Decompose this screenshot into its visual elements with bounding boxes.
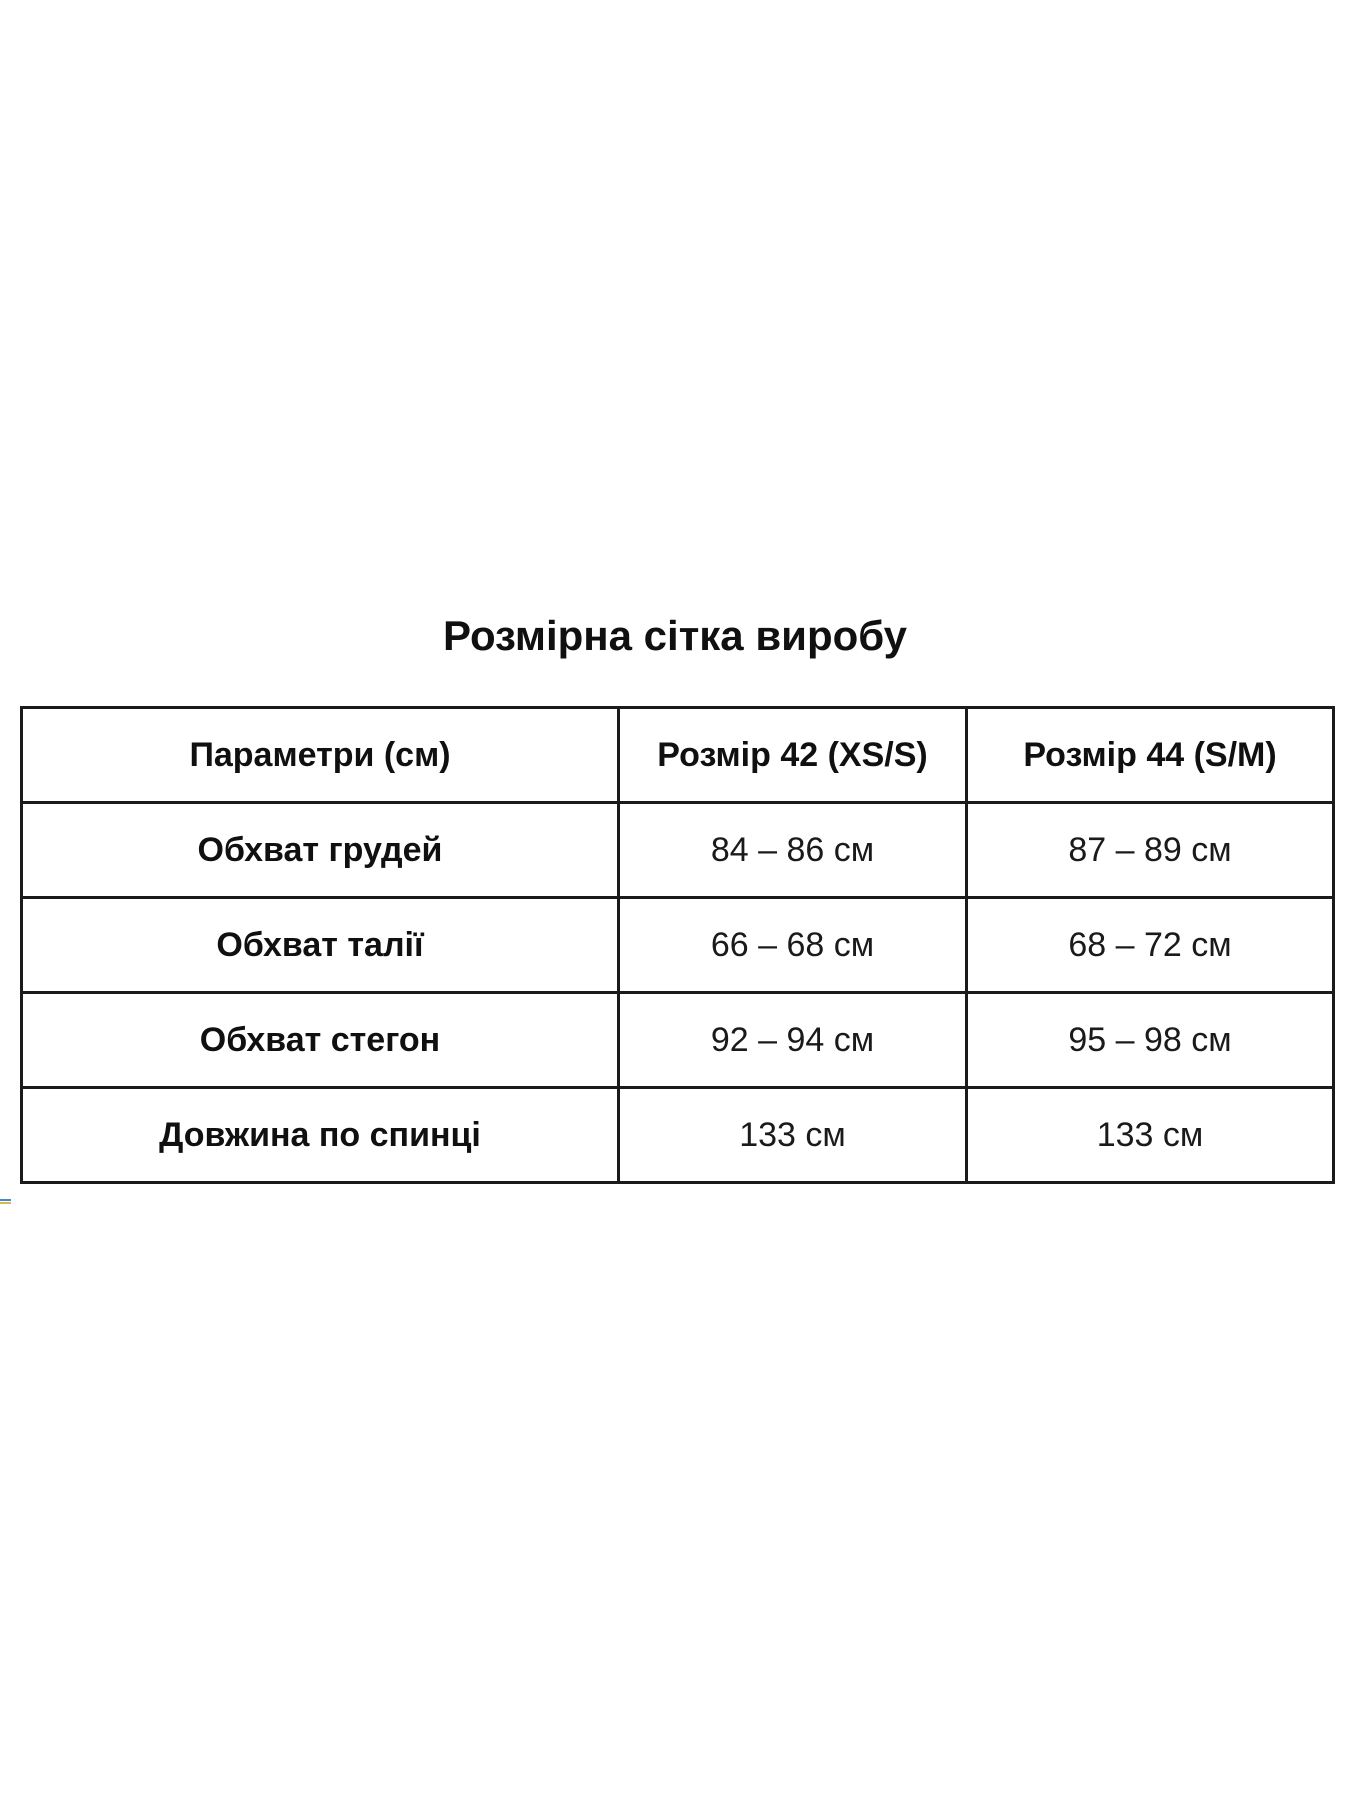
row-label-chest: Обхват грудей [22,803,619,898]
chest-size42-value: 84 – 86 см [619,803,967,898]
waist-size42-value: 66 – 68 см [619,898,967,993]
column-header-size-42: Розмір 42 (XS/S) [619,708,967,803]
clipped-dash-artifact [0,1199,11,1204]
table-row-waist [22,898,1334,993]
row-label-hips: Обхват стегон [22,993,619,1088]
chest-size44-value: 87 – 89 см [967,803,1334,898]
table-header-row [22,708,1334,803]
back-length-size44-value: 133 см [967,1088,1334,1183]
table-row-hips [22,993,1334,1088]
table-row-back-length [22,1088,1334,1183]
dash-artifact-blue-part [0,1199,11,1201]
table-row-chest [22,803,1334,898]
column-header-parameters: Параметри (см) [22,708,619,803]
row-label-waist: Обхват талії [22,898,619,993]
column-header-size-44: Розмір 44 (S/M) [967,708,1334,803]
row-label-back-length: Довжина по спинці [22,1088,619,1183]
hips-size42-value: 92 – 94 см [619,993,967,1088]
size-chart-table [20,706,1335,1184]
dash-artifact-yellow-part [0,1202,11,1204]
back-length-size42-value: 133 см [619,1088,967,1183]
waist-size44-value: 68 – 72 см [967,898,1334,993]
page-title: Розмірна сітка виробу [442,612,908,659]
hips-size44-value: 95 – 98 см [967,993,1334,1088]
